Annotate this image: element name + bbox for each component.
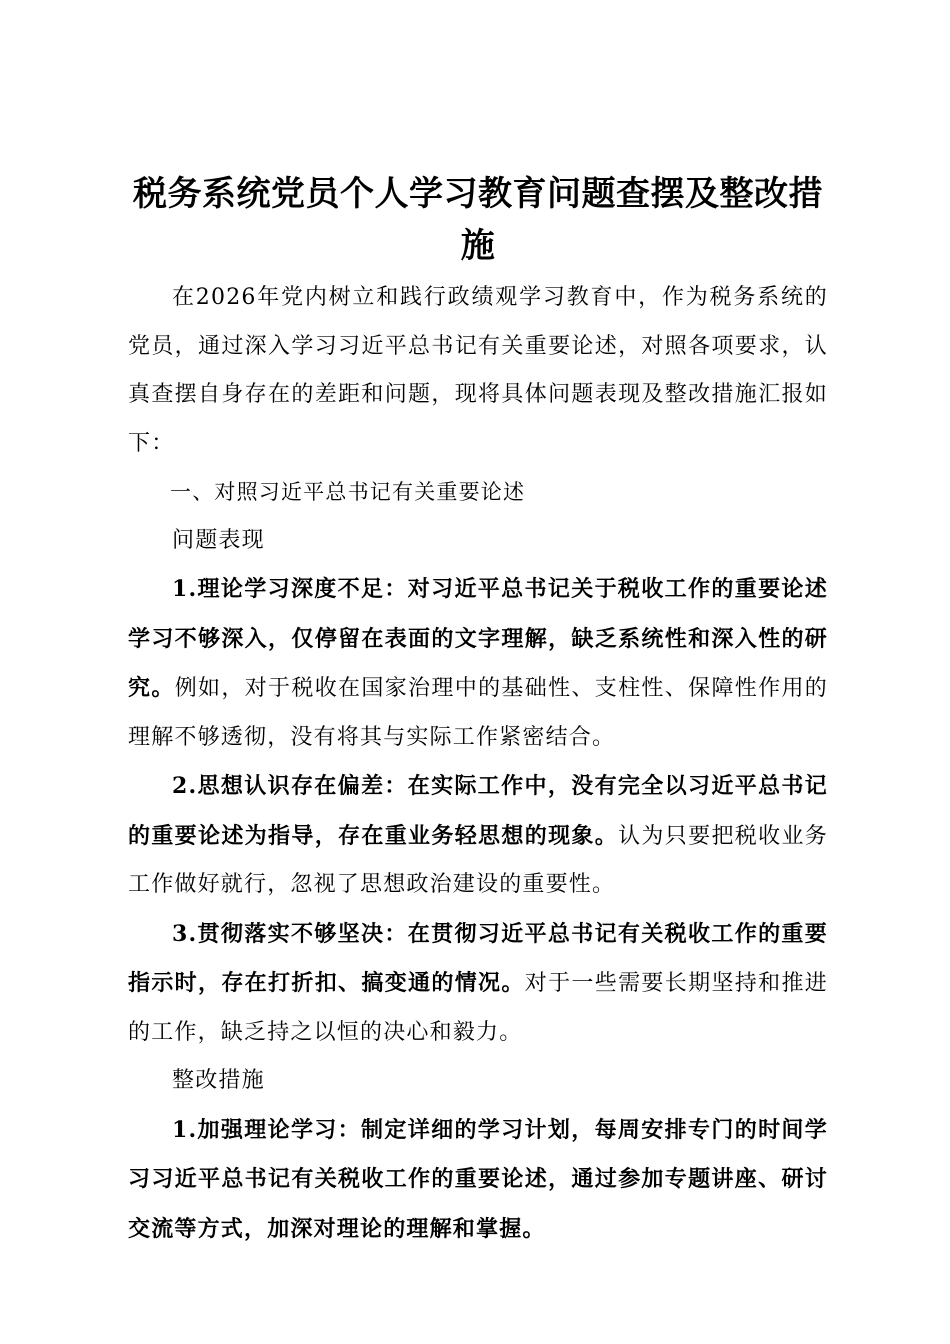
problem-3-detail: 对于一些需要长期坚持和推进的工作，缺乏持之以恒的决心和毅力。 — [128, 971, 828, 1045]
measures-label: 整改措施 — [172, 1068, 265, 1093]
problem-item-2 — [128, 762, 828, 910]
problem-2-detail: 认为只要把税收业务工作做好就行，忽视了思想政治建设的重要性。 — [128, 823, 828, 897]
problems-label: 问题表现 — [172, 527, 265, 553]
document-title: 税务系统党员个人学习教育问题查摆及整改措施 — [133, 174, 823, 266]
measure-item-1 — [128, 1106, 828, 1255]
problem-3-lead: 3.贯彻落实不够坚决：在贯彻习近平总书记有关税收工作的重要指示时，存在打折扣、搞变通的情况。 — [128, 920, 828, 996]
measure-1-lead: 1.加强理论学习：制定详细的学习计划，每周安排专门的时间学习习近平总书记有关税收工作的重要论述，通过参加专题讲座、研讨交流等方式，加深对理论的理解和掌握。 — [128, 1116, 828, 1242]
problem-1-detail: 例如，对于税收在国家治理中的基础性、支柱性、保障性作用的理解不够透彻，没有将其与实际工作紧密结合。 — [128, 676, 828, 750]
document-body — [128, 274, 828, 1254]
intro-paragraph: 在2026年党内树立和践行政绩观学习教育中，作为税务系统的党员，通过深入学习习近平总书记有关重要论述，对照各项要求，认真查摆自身存在的差距和问题，现将具体问题表现及整改措施汇报如下： — [128, 285, 828, 456]
problem-1-lead: 1.理论学习深度不足：对习近平总书记关于税收工作的重要论述学习不够深入，仅停留在表面的文字理解，缺乏系统性和深入性的研究。 — [128, 576, 828, 701]
problem-2-lead: 2.思想认识存在偏差：在实际工作中，没有完全以习近平总书记的重要论述为指导，存在重业务轻思想的现象。 — [128, 773, 828, 849]
problem-item-3 — [128, 910, 828, 1058]
section-heading: 一、对照习近平总书记有关重要论述 — [170, 480, 526, 504]
problem-item-1 — [128, 565, 828, 762]
